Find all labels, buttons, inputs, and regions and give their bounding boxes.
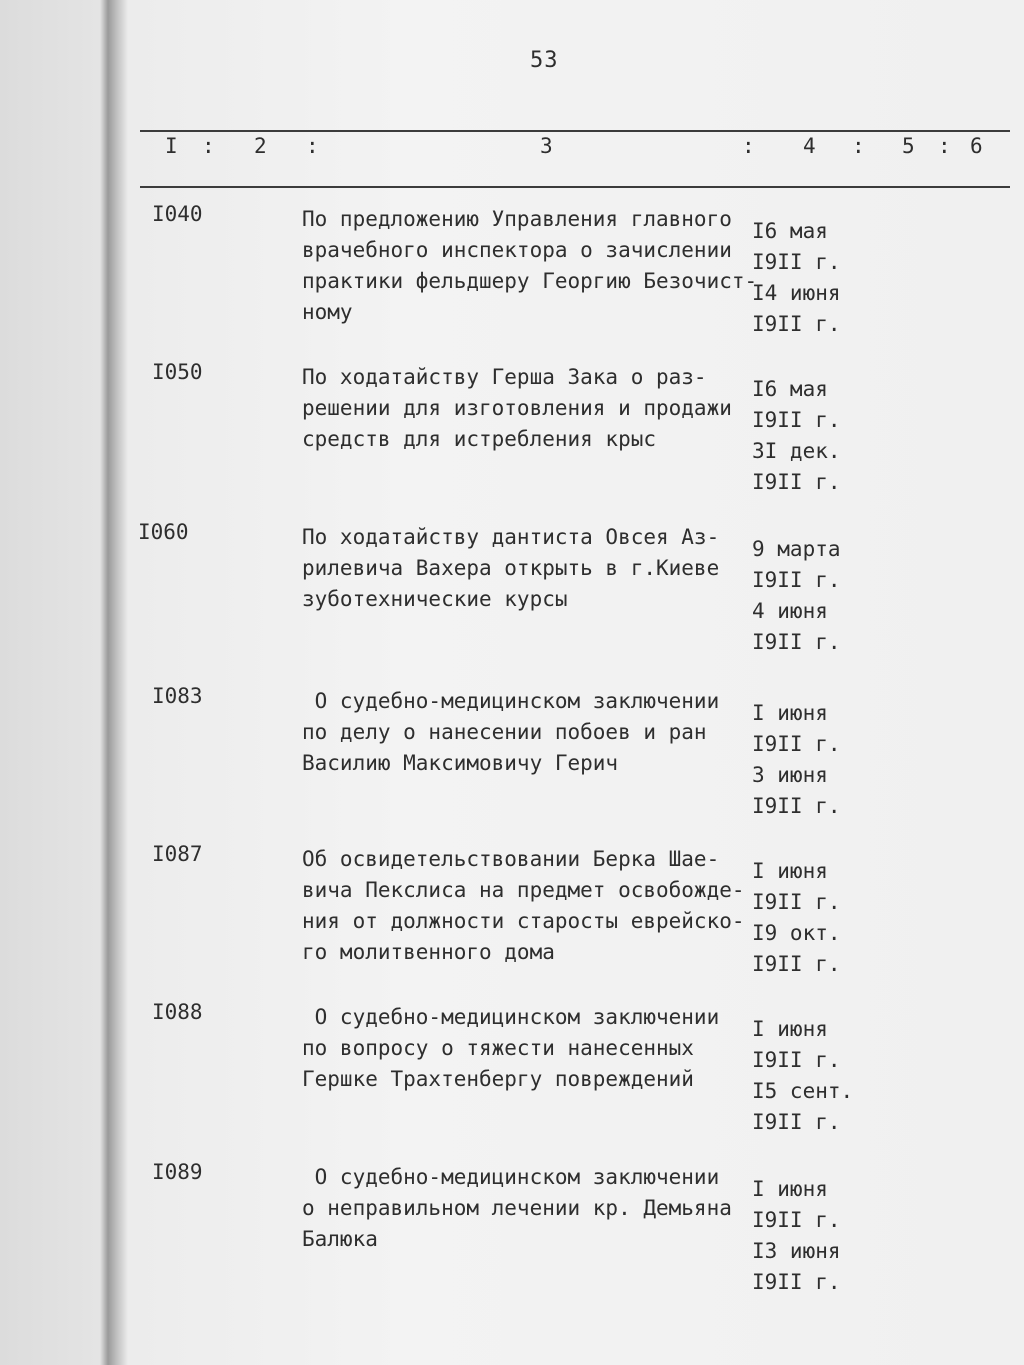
table-header-rule (140, 186, 1010, 188)
entry-description: По предложению Управления главного врачебного инспектора о зачислении практики фельдшеру Георгию Безочист- ному (302, 207, 758, 324)
entry-dates: 9 марта I9II г. 4 июня I9II г. (752, 537, 841, 654)
column-header-6: 6 (970, 134, 983, 158)
entry-number: I083 (152, 684, 203, 708)
entry-description: О судебно-медицинском заключении по вопросу о тяжести нанесенных Гершке Трахтенбергу повреждений (302, 1005, 720, 1091)
page-number: 53 (530, 48, 559, 73)
entry-description: По ходатайству дантиста Овсея Аз- рилевича Вахера открыть в г.Киеве зуботехнические курсы (302, 525, 720, 611)
entry-number: I050 (152, 360, 203, 384)
entry-number: I040 (152, 202, 203, 226)
table-row (0, 1160, 1024, 1310)
entry-dates: I6 мая I9II г. 3I дек. I9II г. (752, 377, 841, 494)
entry-description: По ходатайству Герша Зака о раз- решении для изготовления и продажи средств для истребления крыс (302, 365, 732, 451)
entry-number: I089 (152, 1160, 203, 1184)
table-row (0, 1000, 1024, 1150)
column-separator: : (202, 134, 215, 158)
column-header-4: 4 (803, 134, 816, 158)
entry-dates: I июня I9II г. I9 окт. I9II г. (752, 859, 841, 976)
table-row (0, 684, 1024, 834)
column-header-1: I (165, 134, 178, 158)
table-row (0, 360, 1024, 510)
column-header-5: 5 (902, 134, 915, 158)
table-row (0, 520, 1024, 670)
column-header-2: 2 (254, 134, 267, 158)
column-separator: : (306, 134, 319, 158)
entry-description: О судебно-медицинском заключении по делу о нанесении побоев и ран Василию Максимовичу Герич (302, 689, 720, 775)
entry-number: I087 (152, 842, 203, 866)
entry-dates: I6 мая I9II г. I4 июня I9II г. (752, 219, 841, 336)
entry-description: О судебно-медицинском заключении о неправильном лечении кр. Демьяна Балюка (302, 1165, 732, 1251)
entry-description: Об освидетельствовании Берка Шае- вича Пекслиса на предмет освобожде- ния от должности старосты еврейско- го молитвенного дома (302, 847, 745, 964)
column-header-3: 3 (540, 134, 553, 158)
entry-dates: I июня I9II г. I5 сент. I9II г. (752, 1017, 854, 1134)
entry-number: I088 (152, 1000, 203, 1024)
table-row (0, 202, 1024, 352)
entry-number: I060 (138, 520, 189, 544)
table-row (0, 842, 1024, 992)
table-top-rule (140, 130, 1010, 132)
column-separator: : (938, 134, 951, 158)
entry-dates: I июня I9II г. I3 июня I9II г. (752, 1177, 841, 1294)
entry-dates: I июня I9II г. 3 июня I9II г. (752, 701, 841, 818)
column-separator: : (742, 134, 755, 158)
column-separator: : (852, 134, 865, 158)
